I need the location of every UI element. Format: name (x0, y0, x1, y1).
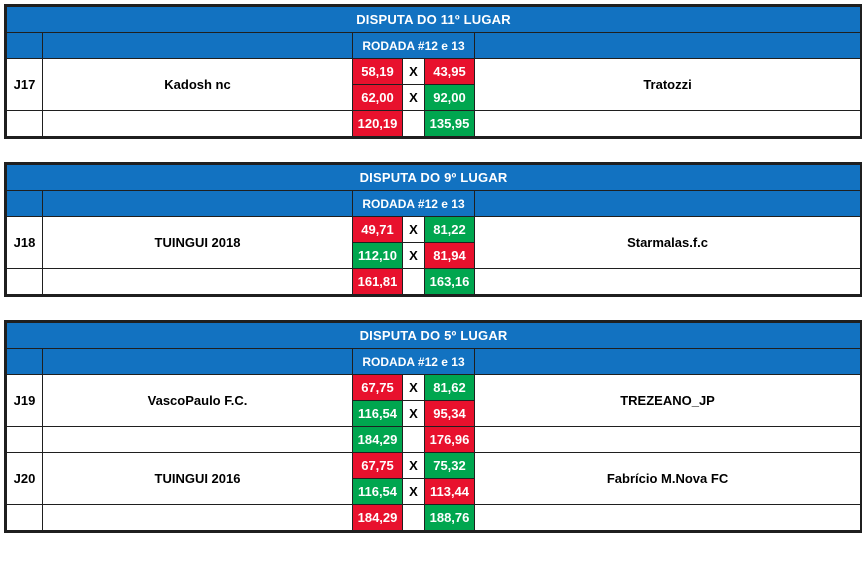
score-home-total: 184,29 (353, 505, 403, 531)
bracket-block-5th-place (4, 320, 862, 533)
round-spacer-left (7, 33, 43, 59)
score-home-total: 184,29 (353, 427, 403, 453)
round-spacer-right (475, 191, 861, 217)
score-home-total: 161,81 (353, 269, 403, 295)
score-away-leg2: 113,44 (425, 479, 475, 505)
total-spacer-team2 (475, 269, 861, 295)
round-row (7, 33, 861, 59)
team-home: TUINGUI 2018 (43, 217, 353, 269)
table-row-total (7, 427, 861, 453)
round-spacer-team1 (43, 349, 353, 375)
total-versus-spacer (403, 269, 425, 295)
total-spacer-team1 (43, 111, 353, 137)
table-row (7, 217, 861, 243)
block-title-row (7, 7, 861, 33)
team-away: Starmalas.f.c (475, 217, 861, 269)
match-code: J19 (7, 375, 43, 427)
total-spacer-code (7, 505, 43, 531)
score-away-total: 188,76 (425, 505, 475, 531)
score-home-leg1: 67,75 (353, 375, 403, 401)
team-away: TREZEANO_JP (475, 375, 861, 427)
round-label: RODADA #12 e 13 (353, 33, 475, 59)
table-row (7, 59, 861, 85)
round-spacer-right (475, 349, 861, 375)
table-row (7, 453, 861, 479)
team-away: Fabrício M.Nova FC (475, 453, 861, 505)
score-away-leg1: 81,22 (425, 217, 475, 243)
score-away-leg2: 95,34 (425, 401, 475, 427)
team-home: TUINGUI 2016 (43, 453, 353, 505)
match-code: J17 (7, 59, 43, 111)
round-row (7, 349, 861, 375)
total-spacer-code (7, 427, 43, 453)
score-away-total: 176,96 (425, 427, 475, 453)
score-home-total: 120,19 (353, 111, 403, 137)
round-spacer-right (475, 33, 861, 59)
table-row (7, 375, 861, 401)
total-versus-spacer (403, 427, 425, 453)
team-home: VascoPaulo F.C. (43, 375, 353, 427)
total-spacer-code (7, 269, 43, 295)
table-row-total (7, 269, 861, 295)
score-home-leg1: 49,71 (353, 217, 403, 243)
score-away-leg1: 81,62 (425, 375, 475, 401)
versus-label-leg1: X (403, 59, 425, 85)
score-home-leg1: 67,75 (353, 453, 403, 479)
score-home-leg1: 58,19 (353, 59, 403, 85)
versus-label-leg1: X (403, 217, 425, 243)
round-spacer-left (7, 191, 43, 217)
bracket-block-11th-place (4, 4, 862, 139)
score-home-leg2: 62,00 (353, 85, 403, 111)
total-spacer-team2 (475, 111, 861, 137)
bracket-table (6, 322, 861, 531)
total-spacer-team1 (43, 505, 353, 531)
table-row-total (7, 111, 861, 137)
round-row (7, 191, 861, 217)
bracket-block-9th-place (4, 162, 862, 297)
score-away-leg2: 81,94 (425, 243, 475, 269)
score-away-total: 135,95 (425, 111, 475, 137)
score-home-leg2: 116,54 (353, 401, 403, 427)
versus-label-leg1: X (403, 453, 425, 479)
round-label: RODADA #12 e 13 (353, 191, 475, 217)
versus-label-leg2: X (403, 85, 425, 111)
score-home-leg2: 116,54 (353, 479, 403, 505)
total-spacer-team1 (43, 427, 353, 453)
versus-label-leg2: X (403, 243, 425, 269)
score-away-leg2: 92,00 (425, 85, 475, 111)
versus-label-leg1: X (403, 375, 425, 401)
total-spacer-team1 (43, 269, 353, 295)
round-spacer-team1 (43, 191, 353, 217)
block-title-row (7, 323, 861, 349)
total-spacer-team2 (475, 505, 861, 531)
round-spacer-left (7, 349, 43, 375)
bracket-table (6, 164, 861, 295)
block-title: DISPUTA DO 11º LUGAR (7, 7, 861, 33)
block-title-row (7, 165, 861, 191)
block-title: DISPUTA DO 5º LUGAR (7, 323, 861, 349)
versus-label-leg2: X (403, 401, 425, 427)
bracket-table (6, 6, 861, 137)
score-home-leg2: 112,10 (353, 243, 403, 269)
match-code: J20 (7, 453, 43, 505)
round-label: RODADA #12 e 13 (353, 349, 475, 375)
match-code: J18 (7, 217, 43, 269)
team-away: Tratozzi (475, 59, 861, 111)
block-title: DISPUTA DO 9º LUGAR (7, 165, 861, 191)
total-versus-spacer (403, 505, 425, 531)
round-spacer-team1 (43, 33, 353, 59)
versus-label-leg2: X (403, 479, 425, 505)
team-home: Kadosh nc (43, 59, 353, 111)
score-away-total: 163,16 (425, 269, 475, 295)
total-versus-spacer (403, 111, 425, 137)
score-away-leg1: 43,95 (425, 59, 475, 85)
score-away-leg1: 75,32 (425, 453, 475, 479)
total-spacer-team2 (475, 427, 861, 453)
table-row-total (7, 505, 861, 531)
total-spacer-code (7, 111, 43, 137)
